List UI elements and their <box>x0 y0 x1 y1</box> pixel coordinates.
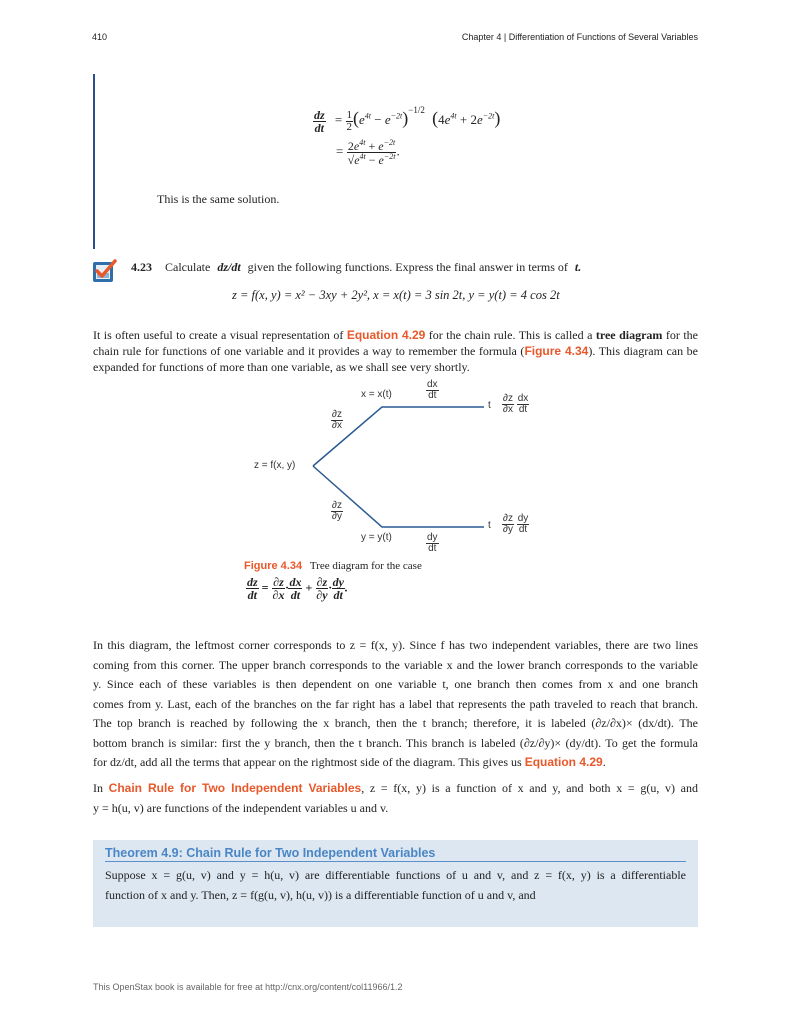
transition-paragraph: In Chain Rule for Two Independent Variables, z = f(x, y) is a function of x and y, and both x = g(u, v) and y = h(u, v) are functions of the independent variables u and v. <box>93 781 698 815</box>
section-link[interactable]: Chain Rule for Two Independent Variables <box>108 781 362 795</box>
lower-end-t: t <box>488 520 491 531</box>
explanation-line: coming from this corner. The upper branch corresponds to the variable x and the lower branch corresponds to the variable <box>93 657 698 672</box>
checkpoint-prompt: 4.23 Calculate dz/dt given the following functions. Express the final answer in terms of t. <box>131 260 582 274</box>
upper-t-label: $\frac{dx}{dt}$ <box>427 379 438 401</box>
figure-caption: Figure 4.34 Tree diagram for the case <box>244 560 422 572</box>
half-fraction: $\frac{1}{2}$ <box>346 108 353 133</box>
explanation-line: The top branch is reached by following the x branch, then the t branch; therefore, it is labeled (∂z/∂x)× (dx/dt). The <box>93 716 698 730</box>
lower-branch-label: $\frac{\partial z}{\partial y}$ <box>332 500 342 522</box>
explanation-line: In this diagram, the leftmost corner corresponds to z = f(x, y). Since f has two independent variables, there are two lines <box>93 638 698 652</box>
tree-diagram <box>240 375 560 560</box>
figure-caption-equation: $\frac{dz}{dt}$ = $\frac{\partial z}{\partial x}$ · $\frac{dx}{dt}$ + $\frac{\partial z}{\partial y}$ · $\frac{dy}{dt}$ . <box>247 575 348 602</box>
figure-link[interactable]: Figure 4.34 <box>524 344 589 358</box>
equation-line-2: = $\frac{2e^{4t} + e^{-2t}}{√e^{4t} - e^{-2t}}$ . <box>336 138 400 167</box>
explanation-line: y. Since each of these variables is then dependent on one variable t, one branch then comes from x and one branch <box>93 677 698 691</box>
explanation-line: bottom branch is similar: first the y branch, then the t branch. This branch is labeled (∂z/∂y)× (dy/dt). To get the formula <box>93 735 698 750</box>
root-label: z = f(x, y) <box>254 460 296 471</box>
theorem-title: Theorem 4.9: Chain Rule for Two Independent Variables <box>105 846 686 862</box>
checkpoint-number: 4.23 <box>131 260 152 274</box>
conclusion-text: This is the same solution. <box>157 192 280 206</box>
upper-result: $\frac{\partial z}{\partial x}$ $\frac{dx}{dt}$ <box>503 393 529 415</box>
running-header: Chapter 4 | Differentiation of Functions of Several Variables <box>461 32 698 42</box>
figure-caption-label: Figure 4.34 <box>244 560 303 572</box>
upper-node-label: x = x(t) <box>361 389 392 400</box>
lower-node-label: y = y(t) <box>361 532 392 543</box>
equation-link[interactable]: Equation 4.29 <box>346 328 426 342</box>
intro-paragraph: It is often useful to create a visual representation of Equation 4.29 for the chain rule. This is called a tree diagram for the chain rule for functions of one variable and it provides a way to remember the formula (Figure 4.34). This diagram can be expanded for functions of more than one variable, as we shall see very shortly. <box>93 328 698 374</box>
equation-link[interactable]: Equation 4.29 <box>524 755 603 769</box>
page-number: 410 <box>92 32 108 42</box>
dz-dt-fraction: $\frac{dz}{dt}$ <box>314 107 325 135</box>
lower-t-label: $\frac{dy}{dt}$ <box>427 532 438 554</box>
theorem-line: function of x and y. Then, z = f(g(u, v), h(u, v)) is a differentiable function of u and v, and <box>105 887 536 902</box>
example-side-bar <box>93 74 95 249</box>
upper-end-t: t <box>488 400 491 411</box>
lower-result: $\frac{\partial z}{\partial y}$ $\frac{dy}{dt}$ <box>503 513 529 535</box>
equation-line-1: $\frac{dz}{dt}$ = $\frac{1}{2}$ $(e^{4t} - e^{-2t})^{-1/2}$ $(4e^{4t} + 2e^{-2t})$ <box>314 104 501 135</box>
explanation-line: comes from y. Last, each of the branches on the far right has a label that represents the path traveled to reach that branch. <box>93 696 698 711</box>
result-fraction: $\frac{2e^{4t} + e^{-2t}}{√e^{4t} - e^{-2t}}$ <box>347 138 396 167</box>
upper-branch-label: $\frac{\partial z}{\partial x}$ <box>332 409 342 431</box>
checkbox-check-icon <box>92 258 118 284</box>
footer-text: This OpenStax book is available for free at http://cnx.org/content/col11966/1.2 <box>93 982 403 992</box>
checkpoint-equation: z = f(x, y) = x² − 3xy + 2y², x = x(t) = 3 sin 2t, y = y(t) = 4 cos 2t <box>232 288 560 302</box>
theorem-line: Suppose x = g(u, v) and y = h(u, v) are differentiable functions of u and v, and z = f(x, y) is a differentiable <box>105 868 686 882</box>
explanation-last-line: for dz/dt, add all the terms that appear on the rightmost side of the diagram. This gives us Equation 4.29. <box>93 755 606 769</box>
theorem-body <box>105 866 686 905</box>
explanation-paragraph <box>93 636 698 773</box>
